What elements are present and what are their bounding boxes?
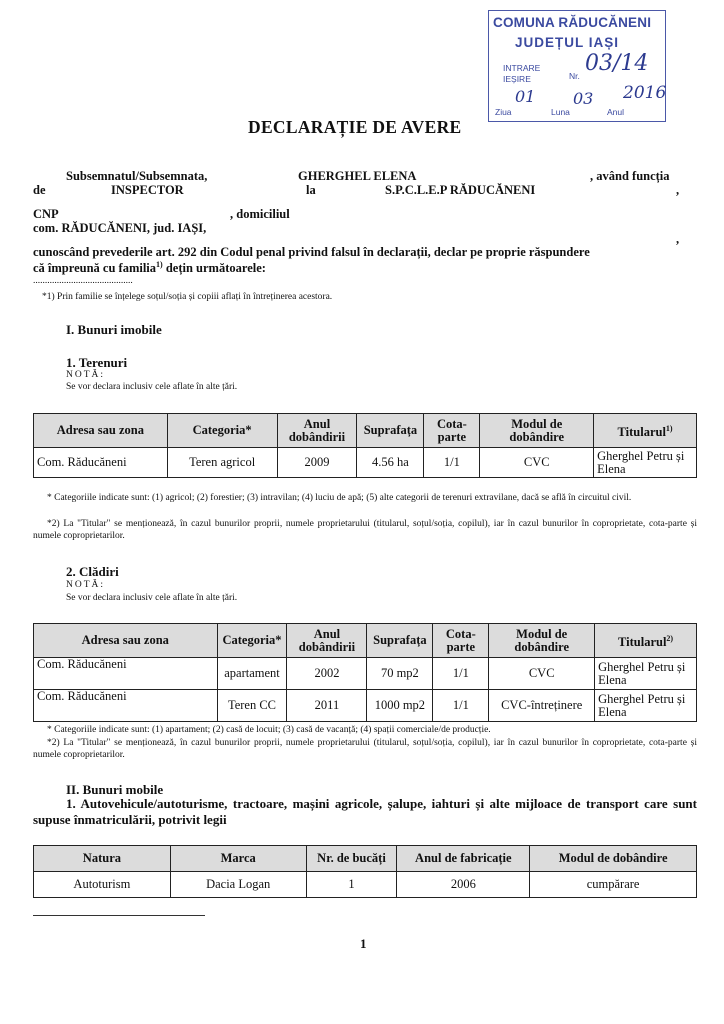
avand-functia-label: , având funcția (590, 169, 670, 183)
table-cell: Com. Răducăneni (34, 448, 168, 478)
table-cell: Autoturism (34, 872, 171, 898)
col-header: Modul de dobândire (489, 624, 595, 658)
table-cell: 2002 (287, 658, 367, 690)
de-label: de (33, 183, 46, 197)
col-header: Anul dobândirii (277, 414, 357, 448)
table-row (34, 448, 697, 478)
table-row (34, 690, 697, 722)
nota-text: Se vor declara inclusiv cele aflate în alte țări. (66, 382, 238, 392)
table-cell: Teren agricol (167, 448, 277, 478)
col-header: Modul de dobândire (480, 414, 594, 448)
stamp-nr-value: 03/14 (585, 51, 649, 76)
table-cell: Gherghel Petru și Elena (595, 658, 697, 690)
table-cell: 2006 (397, 872, 530, 898)
cnp-label: CNP (33, 207, 59, 221)
table-cell: Com. Răducăneni (34, 690, 218, 722)
col-header: Cota-parte (433, 624, 489, 658)
comma-2: , (676, 232, 680, 246)
institutie-value: S.P.C.L.E.P RĂDUCĂNENI (385, 183, 536, 197)
stamp-anul-label: Anul (607, 107, 625, 117)
table-cell: Gherghel Petru și Elena (594, 448, 697, 478)
titular-note: *2) La "Titular" se menționează, în cazul bunurilor proprii, numele proprietarului (titularul, soțul/soția, copilul), iar în cazul bunurilor în coproprietate, cota-parte și numele coproprietarilor. (33, 519, 697, 541)
cladiri-titular-note: *2) La "Titular" se menționează, în cazul bunurilor proprii, numele proprietarului (titularul, soțul/soția, copilul), iar în cazul bunurilor în coproprietate, cota-parte și numele coproprietarilor. (33, 738, 697, 760)
subsemnatul-label: Subsemnatul/Subsemnata, (66, 169, 208, 183)
col-header: Suprafața (357, 414, 424, 448)
adresa-value: com. RĂDUCĂNENI, jud. IAȘI, (33, 221, 207, 235)
stamp-ziua: 01 (515, 87, 536, 106)
col-header: Titularul$^{2)}$ (595, 624, 697, 658)
familie-footnote: *1) Prin familie se înțelege soțul/soția și copiii aflați în întreținerea acestora. (42, 292, 333, 302)
col-header: Suprafața (367, 624, 433, 658)
declarant-name: GHERGHEL ELENA (298, 169, 417, 183)
cladiri-table (33, 623, 697, 722)
table-cell: 1/1 (424, 448, 480, 478)
table-cell: apartament (217, 658, 287, 690)
col-header: Cota-parte (424, 414, 480, 448)
registration-stamp (488, 10, 666, 122)
table-cell: CVC-întreținere (489, 690, 595, 722)
stamp-luna-label: Luna (551, 107, 570, 117)
col-header: Anul de fabricație (397, 846, 530, 872)
table-cell: 2011 (287, 690, 367, 722)
cladiri-title: 2. Clădiri (66, 564, 119, 579)
col-header: Titularul$^{1)}$ (594, 414, 697, 448)
terenuri-title: 1. Terenuri (66, 355, 128, 370)
la-label: la (306, 183, 316, 197)
col-header: Adresa sau zona (34, 414, 168, 448)
section-2-title: II. Bunuri mobile (66, 782, 164, 797)
page-number: 1 (360, 936, 367, 951)
table-cell: Gherghel Petru și Elena (595, 690, 697, 722)
nota2-text: Se vor declara inclusiv cele aflate în alte țări. (66, 593, 238, 603)
dotted-line: .......................................... (33, 276, 133, 286)
table-cell: 1000 mp2 (367, 690, 433, 722)
table-cell: 1 (306, 872, 397, 898)
table-cell: Dacia Logan (170, 872, 306, 898)
col-header: Categoria* (217, 624, 287, 658)
table-row (34, 872, 697, 898)
col-header: Adresa sau zona (34, 624, 218, 658)
comma-1: , (676, 183, 680, 197)
familia-text: că împreună cu familia$^{1)}$ dețin următoarele: (33, 260, 266, 276)
cladiri-categorii-note: * Categoriile indicate sunt: (1) apartament; (2) casă de locuit; (3) casă de vacanță; (4) spații comerciale/de producție. (47, 725, 491, 735)
table-cell: 1/1 (433, 658, 489, 690)
stamp-line1: COMUNA RĂDUCĂNENI (493, 15, 652, 30)
col-header: Modul de dobândire (530, 846, 697, 872)
stamp-intrare: INTRARE (503, 63, 541, 73)
stamp-luna: 03 (573, 89, 594, 108)
col-header: Anul dobândirii (287, 624, 367, 658)
footnote-divider (33, 915, 205, 916)
stamp-iesire: IEȘIRE (503, 74, 531, 84)
table-cell: 70 mp2 (367, 658, 433, 690)
col-header: Natura (34, 846, 171, 872)
table-cell: CVC (480, 448, 594, 478)
table-cell: Com. Răducăneni (34, 658, 218, 690)
col-header: Nr. de bucăți (306, 846, 397, 872)
document-title: DECLARAȚIE DE AVERE (248, 117, 462, 137)
table-cell: cumpărare (530, 872, 697, 898)
nota-label: NOTĂ: (66, 370, 106, 380)
domiciliul-label: , domiciliul (230, 207, 290, 221)
categorii-note: * Categoriile indicate sunt: (1) agricol; (2) forestier; (3) intravilan; (4) luciu de apă; (5) alte categorii de terenuri extravilane, dacă se află în circuitul civil. (47, 493, 632, 503)
table-cell: Teren CC (217, 690, 287, 722)
table-cell: 2009 (277, 448, 357, 478)
nota2-label: NOTĂ: (66, 580, 106, 590)
col-header: Marca (170, 846, 306, 872)
autovehicule-table (33, 845, 697, 898)
stamp-ziua-label: Ziua (495, 107, 512, 117)
section-1-title: I. Bunuri imobile (66, 322, 162, 337)
table-cell: 1/1 (433, 690, 489, 722)
stamp-line2: JUDEȚUL IAȘI (515, 35, 620, 50)
col-header: Categoria* (167, 414, 277, 448)
functie-value: INSPECTOR (111, 183, 184, 197)
table-cell: CVC (489, 658, 595, 690)
art-292-text: cunoscând prevederile art. 292 din Codul penal privind falsul în declarații, declar pe proprie răspundere (33, 245, 590, 259)
autovehicule-title: 1. Autovehicule/autoturisme, tractoare, mașini agricole, șalupe, iahturi și alte mijloace de transport care sunt supuse înmatriculării, potrivit legii (33, 796, 697, 827)
stamp-anul: 2016 (623, 83, 667, 103)
terenuri-table (33, 413, 697, 478)
table-row (34, 658, 697, 690)
table-cell: 4.56 ha (357, 448, 424, 478)
stamp-nr-label: Nr. (569, 71, 580, 81)
